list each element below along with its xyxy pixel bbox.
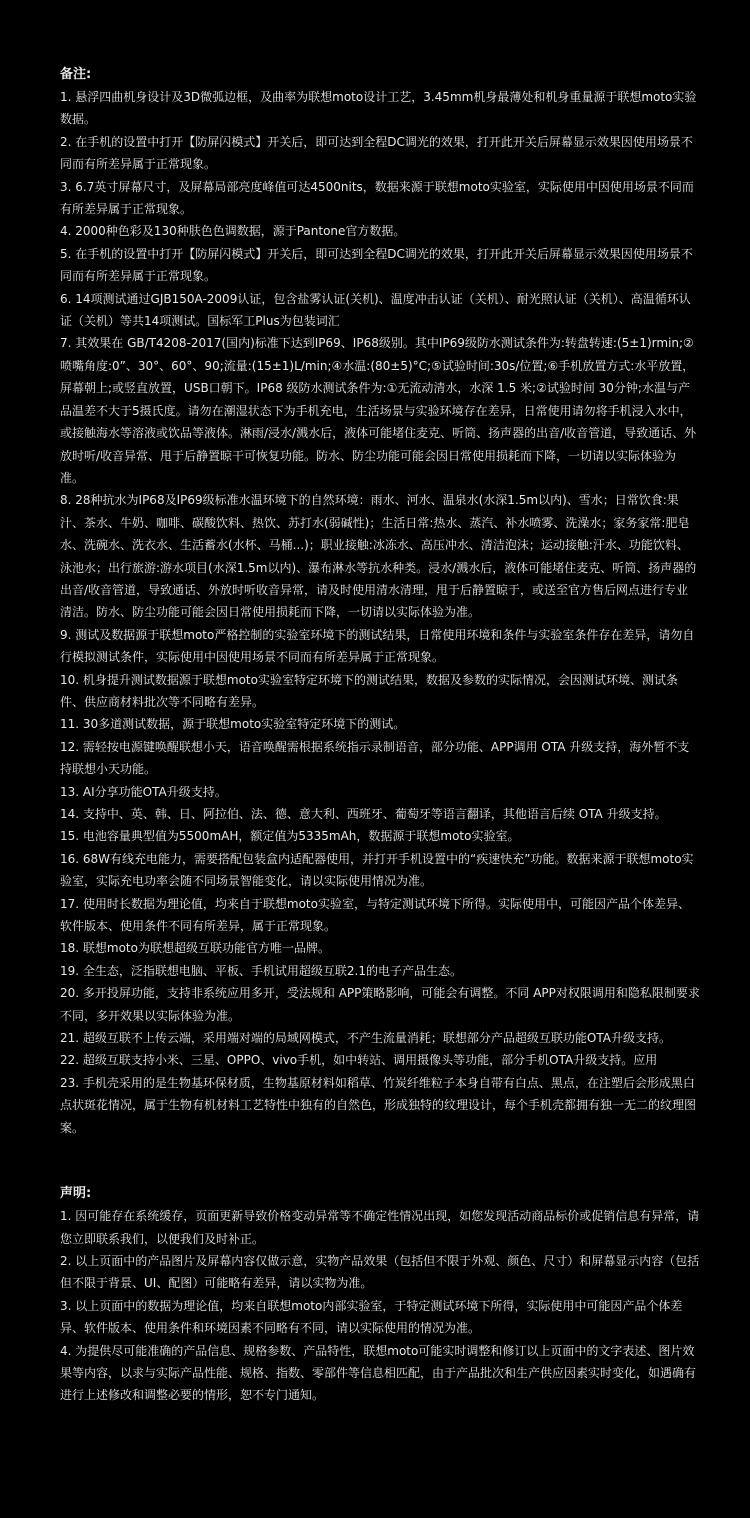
statement-item-2: 2. 以上页面中的产品图片及屏幕内容仅做示意，实物产品效果（包括但不限于外观、颜色、尺寸）和屏幕显示内容（包括但不限于背景、UI、配图）可能略有差异，请以实物为准。 xyxy=(60,1253,700,1291)
note-item-16: 16. 68W有线充电能力，需要搭配包装盒内适配器使用，并打开手机设置中的“疾速快充”功能。数据来源于联想moto实验室，实际充电功率会随不同场景智能变化，请以实际使用情况为准。 xyxy=(60,851,694,889)
notes-title: 备注: xyxy=(60,67,92,82)
section-spacer xyxy=(60,1139,700,1183)
note-item-15: 15. 电池容量典型值为5500mAH，额定值为5335mAh，数据源于联想moto实验室。 xyxy=(60,829,520,844)
disclaimer-page xyxy=(60,64,700,1407)
note-item-21: 21. 超级互联不上传云端，采用端对端的局域网模式，不产生流量消耗；联想部分产品超级互联功能OTA升级支持。 xyxy=(60,1031,671,1046)
note-item-20: 20. 多开投屏功能，支持非系统应用多开，受法规和 APP策略影响，可能会有调整。不同 APP对权限调用和隐私限制要求不同，多开效果以实际体验为准。 xyxy=(60,986,700,1023)
note-item-18: 18. 联想moto为联想超级互联功能官方唯一品牌。 xyxy=(60,941,330,956)
statement-item-3: 3. 以上页面中的数据为理论值，均来自联想moto内部实验室，于特定测试环境下所得，实际使用中可能因产品个体差异、软件版本、使用条件和环境因素不同略有不同，请以实际使用的情况为准。 xyxy=(60,1298,683,1336)
note-item-7: 7. 其效果在 GB/T4208-2017(国内)标准下达到IP69、IP68级别。其中IP69级防水测试条件为:转盘转速:(5±1)rmin;②喷嘴角度:0”、30°、60°、90;流量:(15±1)L/min;④水温:(80±5)°C;⑤试验时间:30s/位置;⑥手机放置方式:水平放置，屏幕朝上;或竖直放置，USB口朝下。IP68 级防水测试条件为:①无流动清水，水深 1.5 米;②试验时间 30分钟;水温与产品温差不大于5摄氏度。请勿在潮湿状态下为手机充电，生活场景与实验环境存在差异，日常使用请勿将手机浸入水中，或接触海水等溶液或饮品等液体。淋雨/浸水/溅水后，液体可能堵住麦克、听筒、扬声器的出音/收音管道，导致通话、外放时听/收音异常、甩于后静置晾干可恢复功能。防水、防尘功能可能会因日常使用损耗而下降，一切请以实际体验为准。 xyxy=(60,336,697,485)
note-item-4: 4. 2000种色彩及130种肤色色调数据，源于Pantone官方数据。 xyxy=(60,224,406,239)
note-item-5: 5. 在手机的设置中打开【防屏闪模式】开关后，即可达到全程DC调光的效果，打开此开关后屏幕显示效果因使用场景不同而有所差异属于正常现象。 xyxy=(60,246,693,284)
note-item-9: 9. 测试及数据源于联想moto严格控制的实验室环境下的测试结果，日常使用环境和条件与实验室条件存在差异，请勿自行模拟测试条件，实际使用中因使用场景不同而有所差异属于正常现象。 xyxy=(60,627,695,665)
note-item-11: 11. 30多道测试数据，源于联想moto实验室特定环境下的测试。 xyxy=(60,717,406,732)
note-item-3: 3. 6.7英寸屏幕尺寸，及屏幕局部亮度峰值可达4500nits，数据来源于联想moto实验室，实际使用中因使用场景不同而有所差异属于正常现象。 xyxy=(60,179,694,217)
note-item-2: 2. 在手机的设置中打开【防屏闪模式】开关后，即可达到全程DC调光的效果，打开此开关后屏幕显示效果因使用场景不同而有所差异属于正常现象。 xyxy=(60,134,693,172)
note-item-23: 23. 手机壳采用的是生物基环保材质，生物基原材料如稻草、竹炭纤维粒子本身自带有白点、黑点，在注塑后会形成黑白点状斑花情况，属于生物有机材料工艺特性中独有的自然色，形成独特的纹理设计，每个手机壳都拥有独一无二的纹理图案。 xyxy=(60,1075,697,1135)
statement-item-1: 1. 因可能存在系统缓存，页面更新导致价格变动异常等不确定性情况出现，如您发现活动商品标价或促销信息有异常，请您立即联系我们，以便我们及时补正。 xyxy=(60,1209,700,1246)
notes-list xyxy=(60,86,700,1139)
note-item-10: 10. 机身提升测试数据源于联想moto实验室特定环境下的测试结果，数据及参数的实际情况，会因测试环境、测试条件、供应商材料批次等不同略有差异。 xyxy=(60,672,678,709)
note-item-8: 8. 28种抗水为IP68及IP69级标准水温环境下的自然环境：雨水、河水、温泉水(水深1.5m以内)、雪水；日常饮食:果汁、茶水、牛奶、咖啡、碳酸饮料、热饮、苏打水(弱碱性)；生活日常:热水、蒸汽、补水喷雾、洗澡水；家务家常:肥皂水、洗碗水、洗衣水、生活蓄水(水杯、马桶...)；职业接触:冰冻水、高压冲水、清洁泡沫；运动接触:汗水、功能饮料、泳池水；出行旅游:游水项目(水深1.5m以内)、瀑布淋水等抗水种类。浸水/溅水后，液体可能堵住麦克、听筒、扬声器的出音/收音管道，导致通话、外放时听收音异常，请及时使用清水清理，甩于后静置晾于，或送至官方售后网点进行专业清洁。防水、防尘功能可能会因日常使用损耗而下降，一切请以实际体验为准。 xyxy=(60,493,697,620)
note-item-22: 22. 超级互联支持小米、三星、OPPO、vivo手机，如中转站、调用摄像头等功能，部分手机OTA升级支持。应用 xyxy=(60,1053,658,1068)
statement-list xyxy=(60,1205,700,1407)
note-item-12: 12. 需轻按电源键唤醒联想小天，语音唤醒需根据系统指示录制语音，部分功能、APP调用 OTA 升级支持，海外暂不支持联想小天功能。 xyxy=(60,739,690,777)
note-item-6: 6. 14项测试通过GJB150A-2009认证，包含盐雾认证(关机)、温度冲击认证（关机）、耐光照认证（关机）、高温循环认证（关机）等共14项测试。国标军工Plus为包装词汇 xyxy=(60,291,691,329)
note-item-1: 1. 悬浮四曲机身设计及3D微弧边框，及曲率为联想moto设计工艺，3.45mm机身最薄处和机身重量源于联想moto实验数据。 xyxy=(60,90,697,127)
note-item-14: 14. 支持中、英、韩、日、阿拉伯、法、德、意大利、西班牙、葡萄牙等语言翻译，其他语言后续 OTA 升级支持。 xyxy=(60,807,667,821)
note-item-19: 19. 全生态，泛指联想电脑、平板、手机试用超级互联2.1的电子产品生态。 xyxy=(60,963,462,978)
statement-title: 声明: xyxy=(60,1186,92,1202)
note-item-13: 13. AI分享功能OTA升级支持。 xyxy=(60,784,227,799)
statement-item-4: 4. 为提供尽可能准确的产品信息、规格参数、产品特性，联想moto可能实时调整和修订以上页面中的文字表述、图片效果等内容，以求与实际产品性能、规格、指数、零部件等信息相匹配，由于产品批次和生产供应因素实时变化，如遇确有进行上述修改和调整必要的情形，恕不专门通知。 xyxy=(60,1343,697,1403)
note-item-17: 17. 使用时长数据为理论值，均来自于联想moto实验室，与特定测试环境下所得。实际使用中，可能因产品个体差异、软件版本、使用条件不同有所差异，属于正常现象。 xyxy=(60,896,690,934)
